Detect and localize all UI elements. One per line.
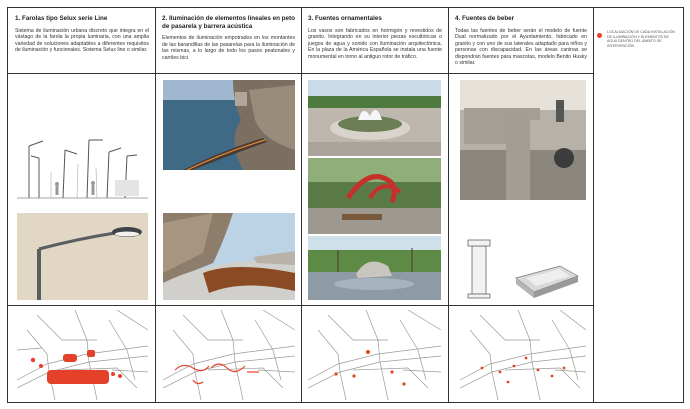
pet-fountain-drawing: [460, 232, 586, 302]
location-map-fountains: [308, 310, 441, 400]
location-map-drinking: [460, 310, 586, 400]
column-title: 3. Fuentes ornamentales: [308, 15, 382, 22]
board-sheet: [7, 7, 684, 403]
legend-marker-icon: [597, 33, 602, 38]
column-ornamental-fountains: [301, 8, 448, 404]
walkway-night-photo: [163, 80, 295, 170]
column-title: 2. Iluminación de elementos lineales en peto de pasarela y barrera acústica: [162, 15, 295, 30]
location-map-lights: [17, 310, 148, 400]
column-divider: [593, 8, 594, 402]
column-street-lights: [8, 8, 155, 404]
fountain-monument-photo: [308, 236, 441, 300]
column-drinking-fountains: [448, 8, 593, 404]
column-title: 1. Farolas tipo Selux serie Line: [15, 15, 108, 22]
drinking-fountain-photo: [460, 80, 586, 200]
column-linear-lighting: [155, 8, 301, 404]
location-map-linear: [163, 310, 295, 400]
column-description: Sistema de iluminación urbana discreto que integra en el vástago de la farola la propia luminaria, con una amplia variedad de soluciones adaptables a diferentes requisitos de iluminación y funcionales. Sistema Selux line o similar.: [15, 27, 149, 54]
column-description: Los vasos son fabricados en hormigón y revestidos de granito. Integrando en su interior piezas escultóricas o juegos de agua y sonido con iluminación arquitectónica. En la plaza de la América Española se instala una fuente monumental en torno al antiguo rotor de tráfico.: [308, 27, 442, 60]
column-description: Elementos de iluminación empotrados en los montantes de las barandillas de las pasarelas para la iluminación de las mismas, a lo largo de todo los pasos peatonales y carriles bici.: [162, 35, 295, 61]
column-description: Todas las fuentes de beber serán el modelo de fuente Dual normalizado por el Ayuntamiento, fabricado en granito y con uno de sus laterales adaptado para niños y personas con discapacidad. En las áreas caninas se dispondrán fuentes para mascotas, modelo Benito Husky o similar.: [455, 27, 587, 67]
walkway-barrier-photo: [163, 213, 295, 300]
legend-text: LOCALIZACIÓN DE CADA INSTALACIÓN DE ILUMINACIÓN Y ELEMENTOS DE AGUA DENTRO DEL ÁMBITO DE INTERVENCIÓN: [607, 30, 675, 48]
streetlight-luminaire-photo: [17, 213, 148, 300]
fountain-plaza-photo: [308, 80, 441, 156]
column-title: 4. Fuentes de beber: [455, 15, 515, 22]
fountain-sculpture-photo: [308, 158, 441, 234]
streetlight-elevation-drawing: [17, 128, 148, 200]
